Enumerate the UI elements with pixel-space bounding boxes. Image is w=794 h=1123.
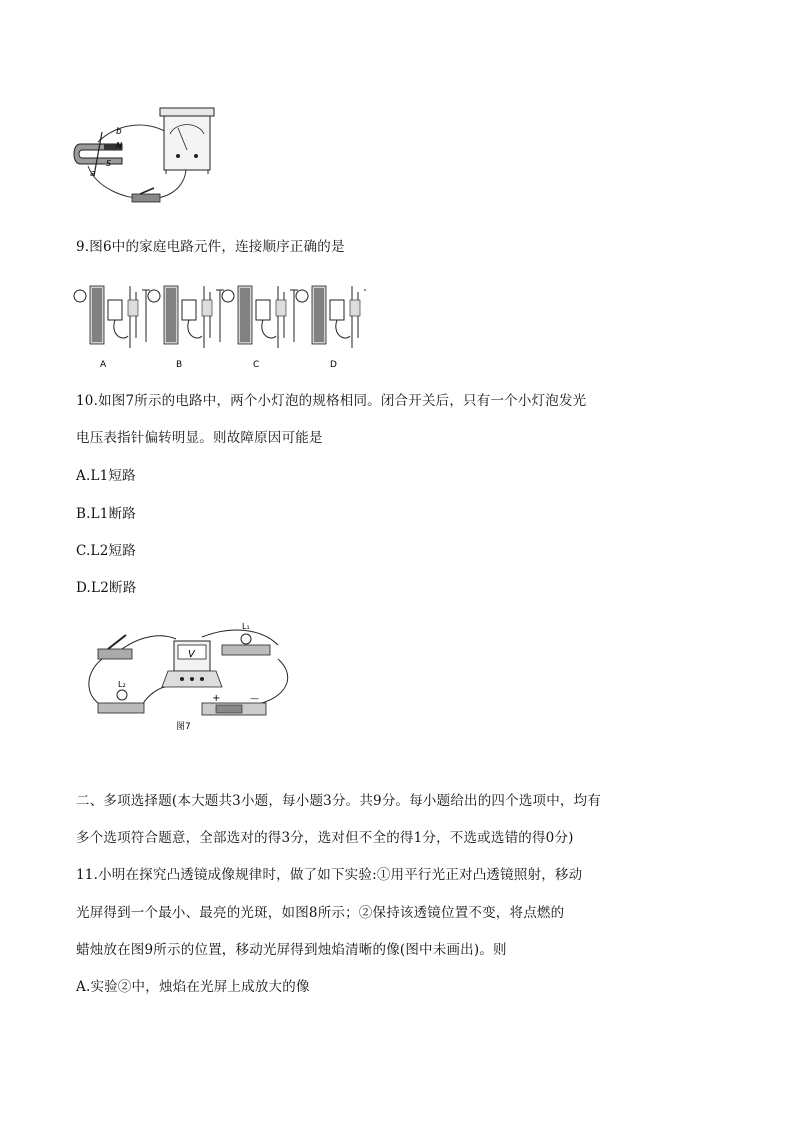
figure-galvanometer-experiment	[66, 104, 226, 208]
section-2-heading-line-1: 二、多项选择题(本大题共3小题，每小题3分。共9分。每小题给出的四个选项中，均有	[76, 793, 602, 809]
svg-text:b: b	[116, 127, 122, 137]
svg-text:a: a	[90, 169, 96, 179]
circuit-option-c-label: C	[253, 360, 260, 370]
figure-7-caption: 图7	[176, 722, 191, 732]
question-11-line-3: 蜡烛放在图9所示的位置，移动光屏得到烛焰清晰的像(图中未画出)。则	[76, 942, 507, 958]
question-11-option-a: A.实验②中，烛焰在光屏上成放大的像	[76, 979, 310, 995]
battery-minus-label: —	[250, 694, 259, 704]
circuit-option-a-diagram	[74, 286, 150, 348]
lamp-l2-label: L₂	[118, 680, 126, 689]
section-2-heading-line-2: 多个选项符合题意，全部选对的得3分，选对但不全的得1分，不选或选错的得0分)	[76, 830, 574, 846]
battery-plus-label: +	[212, 693, 221, 704]
lamp-l1-label: L₁	[242, 622, 250, 631]
question-11-line-1: 11.小明在探究凸透镜成像规律时，做了如下实验:①用平行光正对凸透镜照射，移动	[76, 867, 583, 883]
circuit-option-d-label: D	[330, 360, 337, 370]
question-11-line-2: 光屏得到一个最小、最亮的光斑，如图8所示；②保持该透镜位置不变，将点燃的	[76, 905, 565, 921]
question-10-option-b: B.L1断路	[76, 506, 136, 522]
circuit-option-b-label: B	[176, 360, 183, 370]
question-9-text: 9.图6中的家庭电路元件，连接顺序正确的是	[76, 239, 345, 255]
question-10-line-2: 电压表指针偏转明显。则故障原因可能是	[76, 430, 323, 446]
svg-text:N: N	[116, 141, 122, 150]
question-10-option-a: A.L1短路	[76, 468, 136, 484]
voltmeter-label: V	[188, 649, 195, 660]
question-10-line-1: 10.如图7所示的电路中，两个小灯泡的规格相同。闭合开关后，只有一个小灯泡发光	[76, 393, 587, 409]
circuit-option-a-label: A	[100, 360, 107, 370]
question-10-option-c: C.L2短路	[76, 543, 136, 559]
svg-text:S: S	[106, 159, 112, 168]
figure-7-voltmeter-circuit	[82, 615, 302, 735]
question-10-option-d: D.L2断路	[76, 580, 137, 596]
figure-6-household-circuits	[70, 278, 366, 370]
